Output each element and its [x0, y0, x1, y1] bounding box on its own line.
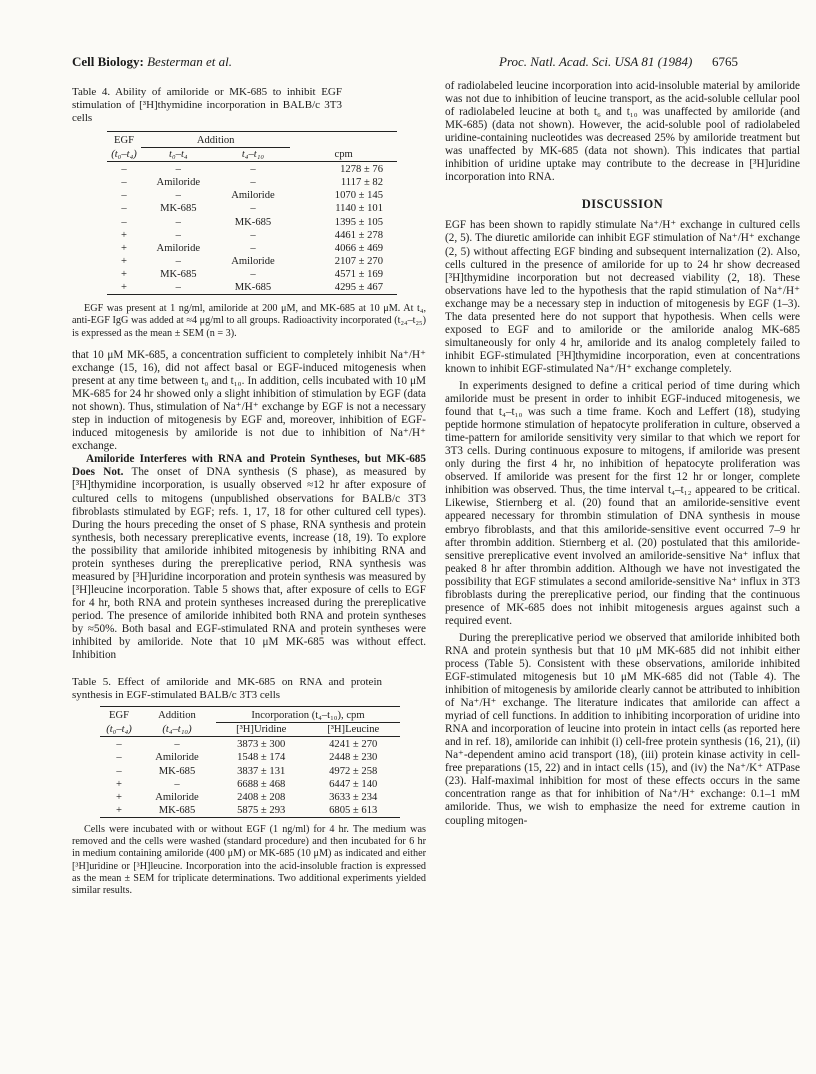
- table5-row: [100, 765, 400, 778]
- table4-cell-egf: +: [121, 255, 127, 267]
- table4-cell-t4t10: –: [250, 203, 256, 215]
- table5-row: [100, 751, 400, 764]
- table5-cell-leucine: 4241 ± 270: [329, 739, 378, 751]
- table5-row: [100, 738, 400, 751]
- table5-col-leucine: [³H]Leucine: [306, 723, 400, 737]
- table4-row: [107, 242, 397, 255]
- table4-cell-t0t4: MK-685: [160, 268, 197, 280]
- left-para-1: that 10 μM MK-685, a concentration sufficient to completely inhibit Na⁺/H⁺ exchange (15, 16), did not affect basal or EGF-induced mitogenesis when present at any time between t₀ and t₁₀. In addition, cells incubated with 10 μM MK-685 for 24 hr showed only a slight inhibition of stimulation by EGF (data not shown). Thus, stimulation of Na⁺/H⁺ exchange by EGF is not a necessary step in induction of mitogenesis by EGF and, moreover, inhibition of EGF-induced mitogenesis by amiloride is not due to inhibition of Na⁺/H⁺ exchange.: [72, 349, 426, 453]
- header-journal: Proc. Natl. Acad. Sci. USA 81 (1984): [499, 54, 693, 69]
- table5: [100, 706, 400, 820]
- table5-row: [100, 804, 400, 818]
- discussion-para-1: EGF has been shown to rapidly stimulate Na⁺/H⁺ exchange in cultured cells (2, 5). The diuretic amiloride can inhibit EGF stimulation of Na⁺/H⁺ exchange (2, 5) without affecting EGF binding and subsequent internalization (2). Also, cells cultured in the presence of amiloride for up to 24 hr show decreased [³H]thymidine incorporation but not decreased viability (2, 18). These observations have led to the hypothesis that the rapid stimulation of Na⁺/H⁺ exchange may be a necessary step in induction of mitogenesis by EGF (1–3). The data presented here do not support that hypothesis. When cells were exposed to EGF and to amiloride or the amiloride analog MK-685 simultaneously for only 4 hr, amiloride and its analog completely failed to inhibit EGF-stimulated [³H]thymidine incorporation, even at concentrations known to inhibit EGF-stimulated Na⁺/H⁺ exchange completely.: [445, 219, 800, 375]
- table5-cell-leucine: 6805 ± 613: [329, 804, 378, 816]
- page-number: 6765: [712, 54, 738, 69]
- table5-cell-egf: +: [116, 804, 122, 816]
- table4-cell-cpm: 4461 ± 278: [334, 229, 383, 241]
- table5-col-uridine: [³H]Uridine: [216, 723, 306, 737]
- table4-cell-egf: +: [121, 229, 127, 241]
- table4-footnote-text: EGF was present at 1 ng/ml, amiloride at 200 μM, and MK-685 at 10 μM. At t₄, anti-EGF IgG was added at ≈4 μg/ml to all groups. Radioactivity incorporated (t₂₄–t₂₅) is expressed as the mean ± SEM (n = 3).: [72, 303, 426, 339]
- table4-cell-egf: –: [121, 203, 127, 215]
- table4: [107, 131, 397, 297]
- table5-cell-uridine: 5875 ± 293: [237, 804, 286, 816]
- table5-cell-addition: –: [174, 739, 180, 751]
- table5-col-addition-sub: (t₄–t₁₀): [162, 723, 192, 735]
- table5-cell-leucine: 6447 ± 140: [329, 778, 378, 790]
- table4-cell-egf: +: [121, 242, 127, 254]
- table5-cell-leucine: 2448 ± 230: [329, 752, 378, 764]
- table5-col-egf: EGF: [108, 710, 129, 722]
- table5-cell-addition: MK-685: [158, 804, 196, 816]
- table5-cell-addition: Amiloride: [155, 791, 199, 803]
- table5-cell-uridine: 3873 ± 300: [237, 739, 286, 751]
- left-subhead: Amiloride Interferes with RNA and Protein Syntheses, but MK-685 Does Not.: [72, 453, 426, 479]
- table5-row: [100, 791, 400, 804]
- table4-cell-cpm: 2107 ± 270: [334, 255, 383, 267]
- table5-cell-egf: +: [116, 791, 122, 803]
- table5-col-incorp: Incorporation (t₄–t₁₀), cpm: [251, 710, 365, 722]
- table4-cell-t0t4: –: [175, 282, 181, 294]
- table4-col-cpm: cpm: [334, 148, 353, 160]
- discussion-para-2: In experiments designed to define a critical period of time during which amiloride must be present in order to inhibit EGF-induced mitogenesis, we found that t₄–t₁₀ was such a time frame. Koch and Leffert (18), studying peptide hormone stimulation of hepatocyte proliferation in culture, observed a time-pattern for amiloride sensitivity very similar to that which we report for 3T3 cells. During continuous exposure to mitogens, if amiloride was present only during the first 4 hr, no inhibition of hepatocyte proliferation was observed. If amiloride was present for the first 12 hr or longer, complete inhibition was observed. Thus, the time interval t₄–t₁₂ appeared to be critical. Likewise, Stiernberg et al. (20) found that an amiloride-sensitive event appeared necessary for thrombin stimulation of DNA synthesis in mouse embryo fibroblasts, and that this amiloride-sensitive event occurred 7–9 hr after thrombin addition. Stiernberg et al. (20) postulated that this amiloride-sensitive prereplicative event involved an amiloride-sensitive Na⁺ influx that peaked 8 hr after thrombin addition. Although we have not investigated the possibility that EGF stimulates a second amiloride-sensitive Na⁺ influx in 3T3 fibroblasts during the prereplicative period, our finding that the continuous presence of MK-685 does not inhibit mitogenesis argues against such a required event.: [445, 379, 800, 627]
- table4-cell-egf: –: [121, 216, 127, 228]
- table4-cell-t4t10: –: [250, 177, 256, 189]
- table4-cell-t4t10: MK-685: [234, 216, 272, 228]
- table4-cell-cpm: 4066 ± 469: [334, 242, 383, 254]
- table5-cell-egf: +: [116, 778, 122, 790]
- table4-cell-t0t4: Amiloride: [156, 177, 201, 189]
- table5-cell-uridine: 3837 ± 131: [237, 765, 286, 777]
- table4-row: [107, 163, 397, 176]
- discussion-para-3: During the prereplicative period we observed that amiloride inhibited both RNA and protein synthesis but that 10 μM MK-685 did not inhibit either process (Table 5). Consistent with these observations, amiloride inhibited EGF-stimulated mitogenesis but 10 μM MK-685 did not (Table 4). The inhibition of mitogenesis by amiloride clearly cannot be attributed to inhibition of Na⁺/H⁺ exchange. The literature indicates that amiloride can affect a myriad of cell functions. In addition to inhibiting incorporation of uridine into RNA and incorporation of leucine into protein in intact cells (as reported here and in ref. 18), amiloride can inhibit (i) cell-free protein synthesis (16, 21), (ii) Na⁺-dependent amino acid transport (18), (iii) protein kinase activity in cell-free preparations (15, 22) and in intact cells (15), and (iv) the Na⁺/K⁺ ATPase (23). Half-maximal inhibition for most of these effects occurs in the same concentration range as that for inhibition of Na⁺/H⁺ exchange: 0.1–1 mM amiloride. Thus, we wish to emphasize the need for extreme caution in coupling mitogen-: [445, 631, 800, 827]
- table4-cell-cpm: 1395 ± 105: [334, 216, 383, 228]
- table4-cell-t4t10: –: [250, 164, 256, 176]
- table4-cell-egf: –: [121, 177, 127, 189]
- table5-cell-addition: –: [174, 778, 180, 790]
- table4-cell-t4t10: Amiloride: [231, 255, 275, 267]
- table4-cell-t0t4: –: [175, 190, 181, 202]
- table4-cell-egf: +: [121, 282, 127, 294]
- table5-cell-egf: –: [116, 739, 122, 751]
- table4-cell-t0t4: –: [175, 229, 181, 241]
- table5-row: [100, 778, 400, 791]
- table5-cell-addition: Amiloride: [155, 752, 199, 764]
- table4-row: [107, 189, 397, 202]
- table5-cell-uridine: 2408 ± 208: [237, 791, 286, 803]
- table4-col-t4t10: t₄–t₁₀: [216, 148, 291, 162]
- table4-row: [107, 255, 397, 268]
- table4-row: [107, 176, 397, 189]
- header-authors: Besterman et al.: [147, 54, 232, 69]
- right-para-top: of radiolabeled leucine incorporation into acid-insoluble material by amiloride was not due to inhibition of leucine transport, as the acid-soluble cellular pool of radiolabeled leucine at both t₆ and t₁₀ was unaffected by amiloride (and MK-685) (data not shown). However, the acid-soluble pool of radiolabeled uridine-containing nucleotides was decreased 25% by amiloride treatment but was unaffected by MK-685 (data not shown). This indicates that partial inhibition of uridine uptake may contribute to the decrease in [³H]uridine incorporation into RNA.: [445, 80, 800, 184]
- table5-caption: Table 5. Effect of amiloride and MK-685 on RNA and protein synthesis in EGF-stimulated BALB/c 3T3 cells: [72, 676, 382, 702]
- table4-row: [107, 216, 397, 229]
- table5-cell-egf: –: [116, 765, 122, 777]
- section-title-discussion: DISCUSSION: [581, 197, 664, 212]
- table4-caption: Table 4. Ability of amiloride or MK-685 to inhibit EGF stimulation of [³H]thymidine incorporation in BALB/c 3T3 cells: [72, 86, 342, 124]
- table4-col-egf: EGF: [113, 135, 134, 147]
- header-section: Cell Biology:: [72, 54, 144, 69]
- table4-footnote: [72, 303, 426, 340]
- left-column: [72, 86, 426, 898]
- table5-cell-addition: MK-685: [158, 765, 196, 777]
- table4-cell-t0t4: –: [175, 255, 181, 267]
- table4-cell-cpm: 1070 ± 145: [334, 190, 383, 202]
- table5-cell-egf: –: [116, 752, 122, 764]
- table4-row: [107, 229, 397, 242]
- table4-cell-t4t10: –: [250, 242, 256, 254]
- table4-cell-t4t10: –: [250, 229, 256, 241]
- table4-row: [107, 202, 397, 215]
- table4-cell-cpm: 1140 ± 101: [335, 203, 383, 215]
- left-para-2: The onset of DNA synthesis (S phase), as measured by [³H]thymidine incorporation, is usually observed ≈12 hr after exposure of cultured cells to mitogens (unpublished observations for BALB/c 3T3 fibroblasts stimulated by EGF; refs. 1, 17, 18 for other cultured cell types). During the hours preceding the onset of S phase, RNA synthesis and protein synthesis, both necessary prereplicative events, increase (18, 19). To explore the possibility that amiloride inhibited mitogenesis by inhibiting RNA and protein syntheses during the prereplicative period, RNA synthesis was measured by [³H]uridine incorporation and protein synthesis was measured by [³H]leucine incorporation. Table 5 shows that, after exposure of cells to EGF for 4 hr, both RNA and protein syntheses increased during the prereplicative period. The presence of amiloride inhibited both RNA and protein syntheses by ≈50%. Both basal and EGF-stimulated RNA and protein syntheses were inhibited by amiloride. Note that 10 μM MK-685 was without effect. Inhibition: [72, 466, 426, 662]
- table4-row: [107, 281, 397, 295]
- right-column: [445, 80, 800, 828]
- table4-cell-cpm: 4295 ± 467: [334, 282, 383, 294]
- table5-col-addition: Addition: [158, 710, 196, 722]
- table4-col-t0t4: t₀–t₄: [141, 148, 216, 162]
- table4-cell-t0t4: MK-685: [160, 203, 197, 215]
- table4-cell-egf: –: [121, 190, 127, 202]
- table5-cell-uridine: 6688 ± 468: [237, 778, 286, 790]
- table5-col-egf-sub: (t₀–t₄): [106, 723, 132, 735]
- table4-cell-t4t10: MK-685: [234, 282, 272, 294]
- table4-cell-cpm: 1117 ± 82: [340, 177, 383, 189]
- table4-cell-t0t4: –: [175, 164, 181, 176]
- table4-cell-t0t4: Amiloride: [156, 242, 201, 254]
- table4-cell-t0t4: –: [175, 216, 181, 228]
- table4-cell-t4t10: Amiloride: [231, 190, 275, 202]
- table4-col-addition: Addition: [196, 135, 235, 146]
- table4-cell-t4t10: –: [250, 268, 256, 280]
- table4-cell-egf: +: [121, 268, 127, 280]
- table4-col-egf-sub: (t₀–t₄): [111, 148, 137, 160]
- table5-cell-leucine: 4972 ± 258: [329, 765, 378, 777]
- table5-cell-leucine: 3633 ± 234: [329, 791, 378, 803]
- table5-footnote-text: Cells were incubated with or without EGF (1 ng/ml) for 4 hr. The medium was removed and the cells were washed (standard procedure) and then incubated for 6 hr in medium containing amiloride (400 μM) or MK-685 (10 μM) as indicated and either [³H]uridine or [³H]leucine. Incorporation into the acid-insoluble fraction is expressed as the mean ± SEM for triplicate determinations. Two additional experiments yielded similar results.: [72, 823, 426, 897]
- running-header-left: [72, 54, 232, 70]
- table4-row: [107, 268, 397, 281]
- table4-cell-cpm: 1278 ± 76: [340, 164, 383, 176]
- table5-footnote: [72, 824, 426, 898]
- table5-cell-uridine: 1548 ± 174: [237, 752, 286, 764]
- table4-cell-egf: –: [121, 164, 127, 176]
- table4-cell-cpm: 4571 ± 169: [334, 268, 383, 280]
